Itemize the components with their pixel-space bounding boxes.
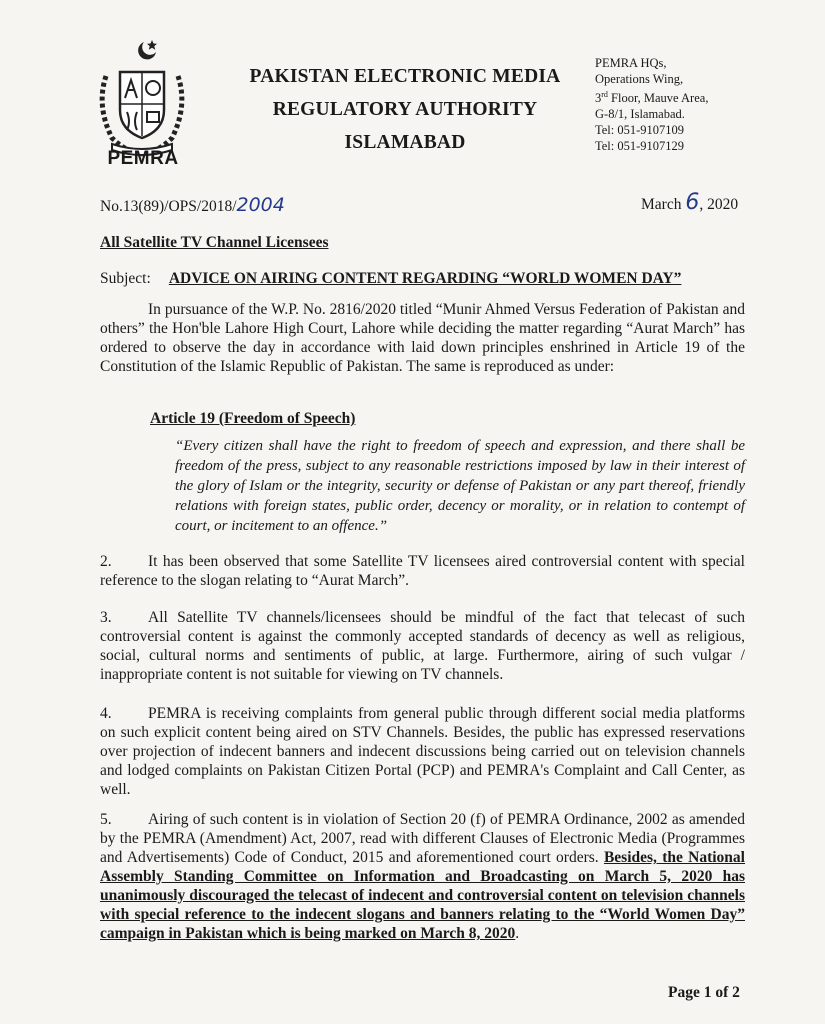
paragraph-4-text: PEMRA is receiving complaints from general public through different social media platforms on such explicit content being aired on STV Channels. Besides, the public has expressed reservations over projection of indecent banners and indecent discussions being carried out on television channels and lodged complaints on Pakistan Citizen Portal (PCP) and PEMRA's Complaint and Call Center, as well. (100, 705, 745, 798)
subject-label: Subject: (100, 270, 151, 287)
address-line: 3rd Floor, Mauve Area, (595, 90, 709, 106)
address-line: G-8/1, Islamabad. (595, 107, 685, 122)
subject-text: ADVICE ON AIRING CONTENT REGARDING “WORLD WOMEN DAY” (168, 270, 682, 287)
address-line: Tel: 051-9107109 (595, 123, 685, 138)
date-handwritten: 6 (685, 190, 700, 215)
paragraph-number: 3. (100, 609, 112, 626)
paragraph-number: 4. (100, 705, 112, 722)
paragraph-2-text: It has been observed that some Satellite TV licensees aired controversial content with special reference to the slogan relating to “Aurat March”. (100, 553, 745, 589)
paragraph-2 (100, 552, 745, 590)
paragraph-5-emphasis: Besides, the National Assembly Standing Committee on Information and Broadcasting on March 5, 2020 has unanimously discouraged the telecast of indecent and controversial content on television channels with special reference to the indecent slogans and banners relating to the “World Women Day” campaign in Pakistan which is being marked on March 8, 2020 (100, 849, 745, 942)
address-line: Tel: 051-9107129 (595, 139, 685, 154)
reference-number (100, 194, 285, 216)
letter-date (641, 190, 738, 215)
article-heading: Article 19 (Freedom of Speech) (150, 410, 356, 427)
organization-name (240, 60, 570, 159)
address-line: PEMRA HQs, (595, 56, 667, 70)
org-line-2: REGULATORY AUTHORITY (272, 99, 538, 120)
date-suffix: , 2020 (699, 196, 739, 213)
address-block (595, 55, 795, 154)
paragraph-number: 5. (100, 811, 112, 828)
org-line-1: PAKISTAN ELECTRONIC MEDIA (249, 66, 561, 87)
addressee: All Satellite TV Channel Licensees (100, 234, 329, 251)
paragraph-3-text: All Satellite TV channels/licensees should be mindful of the fact that telecast of such controversial content is against the commonly accepted standards of decency as well as religious, social, cultural norms and sentiments of public, at large. Furthermore, airing of such vulgar / inappropriate content is not suitable for viewing on TV channels. (100, 609, 745, 683)
reference-prefix: No.13(89)/OPS/2018/ (100, 198, 237, 215)
page-number: Page 1 of 2 (668, 984, 740, 1001)
paragraph-1 (100, 300, 745, 376)
subject-line (100, 270, 681, 288)
paragraph-1-text: In pursuance of the W.P. No. 2816/2020 titled “Munir Ahmed Versus Federation of Pakistan and others” the Hon'ble Lahore High Court, Lahore while deciding the matter regarding “Aurat March” has ordered to observe the day in accordance with laid down principles enshrined in Article 19 of the Constitution of the Islamic Republic of Pakistan. The same is reproduced as under: (100, 301, 745, 375)
paragraph-3 (100, 608, 745, 684)
paragraph-5-text: Airing of such content is in violation of Section 20 (f) of PEMRA Ordinance, 2002 as amended by the PEMRA (Amendment) Act, 2007, read with different Clauses of Electronic Media (Programmes and Advertisements) Code of Conduct, 2015 and aforementioned court orders. (100, 811, 745, 866)
logo-text: PEMRA (107, 148, 179, 169)
paragraph-4 (100, 704, 745, 799)
article-quote: “Every citizen shall have the right to freedom of speech and expression, and there shall be freedom of the press, subject to any reasonable restrictions imposed by law in their interest of the glory of Islam or the integrity, security or defense of Pakistan or any part thereof, friendly relations with foreign states, public order, decency or morality, or in relation to contempt of court, or incitement to an offence.” (175, 438, 745, 534)
reference-handwritten: 2004 (236, 194, 285, 216)
paragraph-number: 2. (100, 553, 112, 570)
paragraph-5 (100, 810, 745, 943)
paragraph-5-end: . (515, 925, 520, 942)
address-line: Operations Wing, (595, 72, 684, 86)
date-prefix: March (641, 196, 686, 213)
org-line-3: ISLAMABAD (344, 132, 466, 153)
